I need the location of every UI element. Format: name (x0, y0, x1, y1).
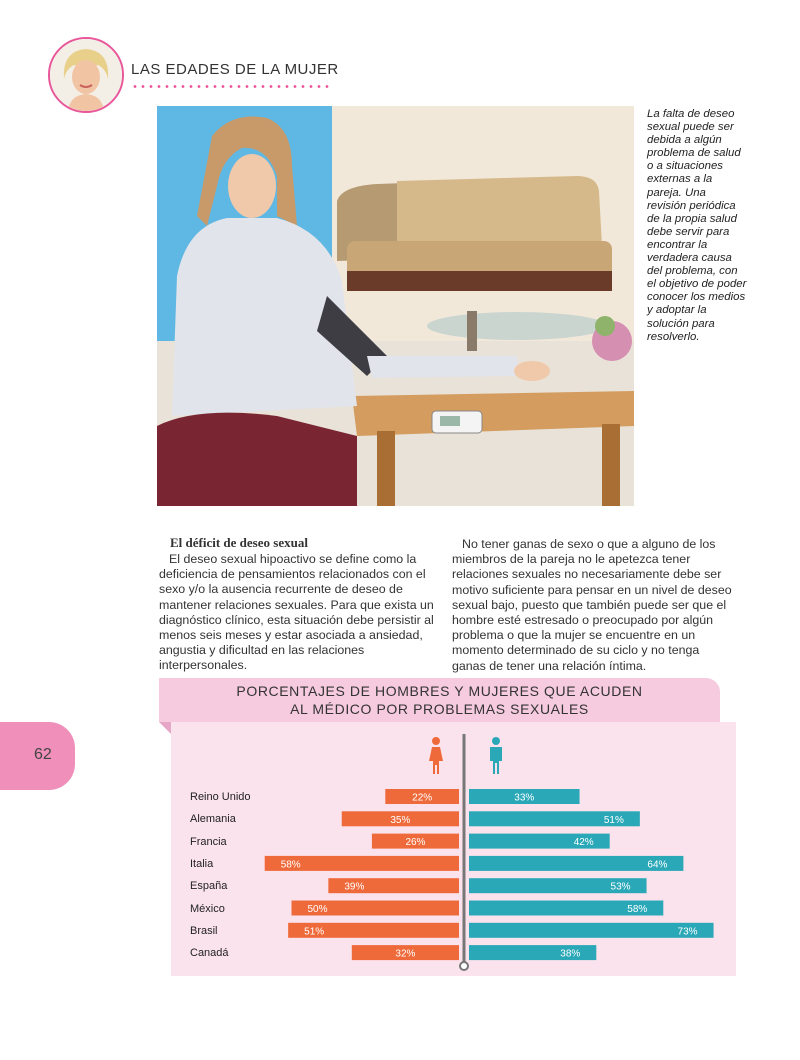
women-value-label: 51% (304, 926, 325, 938)
men-value-label: 58% (627, 904, 648, 915)
women-value-label: 50% (307, 904, 328, 915)
page-number: 62 (34, 746, 52, 763)
category-label: Francia (190, 835, 227, 848)
men-value-label: 42% (573, 837, 594, 849)
men-value-label: 53% (610, 881, 631, 893)
category-label: México (190, 902, 225, 915)
women-value-label: 39% (344, 881, 365, 893)
category-label: Alemania (190, 813, 236, 826)
women-value-label: 26% (405, 837, 426, 849)
category-label: Canadá (190, 947, 229, 960)
category-label: España (190, 880, 228, 893)
chart-title-line-1: PORCENTAJES DE HOMBRES Y MUJERES QUE ACUDEN (236, 683, 643, 699)
women-value-label: 35% (390, 814, 411, 826)
article-paragraph-1: El deseo sexual hipoactivo se define como la deficiencia de pensamientos relacionados con el sexo y/o la ausencia recurrente de deseo de mantener relaciones sexuales. Para que exista un diagnóstico clínico, esta situación debe persistir al menos seis meses y estar asociada a ansiedad, angustia y dificultad en las relaciones interpersonales. (159, 552, 434, 673)
category-label: Brasil (190, 924, 218, 937)
women-value-label: 32% (395, 948, 416, 960)
women-value-label: 58% (280, 859, 301, 871)
men-value-label: 38% (560, 948, 581, 960)
category-label: Italia (190, 857, 214, 870)
men-value-label: 73% (677, 926, 698, 938)
men-value-label: 64% (647, 859, 668, 871)
category-label: Reino Unido (190, 791, 251, 803)
article-paragraph-2: No tener ganas de sexo o que a alguno de los miembros de la pareja no le apetezca tener relaciones sexuales no necesariamente debe ser motivo suficiente para pensar en un nivel de deseo sexual bajo, puesto que también puede ser que el hombre esté estresado o preocupado por algún problema o que la mujer se encuentre en un momento determinado de su ciclo y no tenga ganas de tener una relación íntima. (452, 537, 732, 673)
men-value-label: 51% (603, 814, 624, 826)
chart-title-line-2: AL MÉDICO POR PROBLEMAS SEXUALES (290, 701, 589, 717)
men-value-label: 33% (514, 792, 535, 804)
center-axis-end (460, 962, 468, 970)
photo-caption: La falta de deseo sexual puede ser debida a algún problema de salud o a situaciones externas a la pareja. Una revisión periódica de la propia salud debe servir para encontrar la verdadera causa del problema, con el objetivo de poder conocer los medios y adoptar la solución para resolverlo. (647, 108, 747, 343)
section-title: LAS EDADES DE LA MUJER (131, 61, 339, 78)
women-value-label: 22% (412, 792, 433, 804)
article-heading: El déficit de deseo sexual (170, 535, 308, 550)
